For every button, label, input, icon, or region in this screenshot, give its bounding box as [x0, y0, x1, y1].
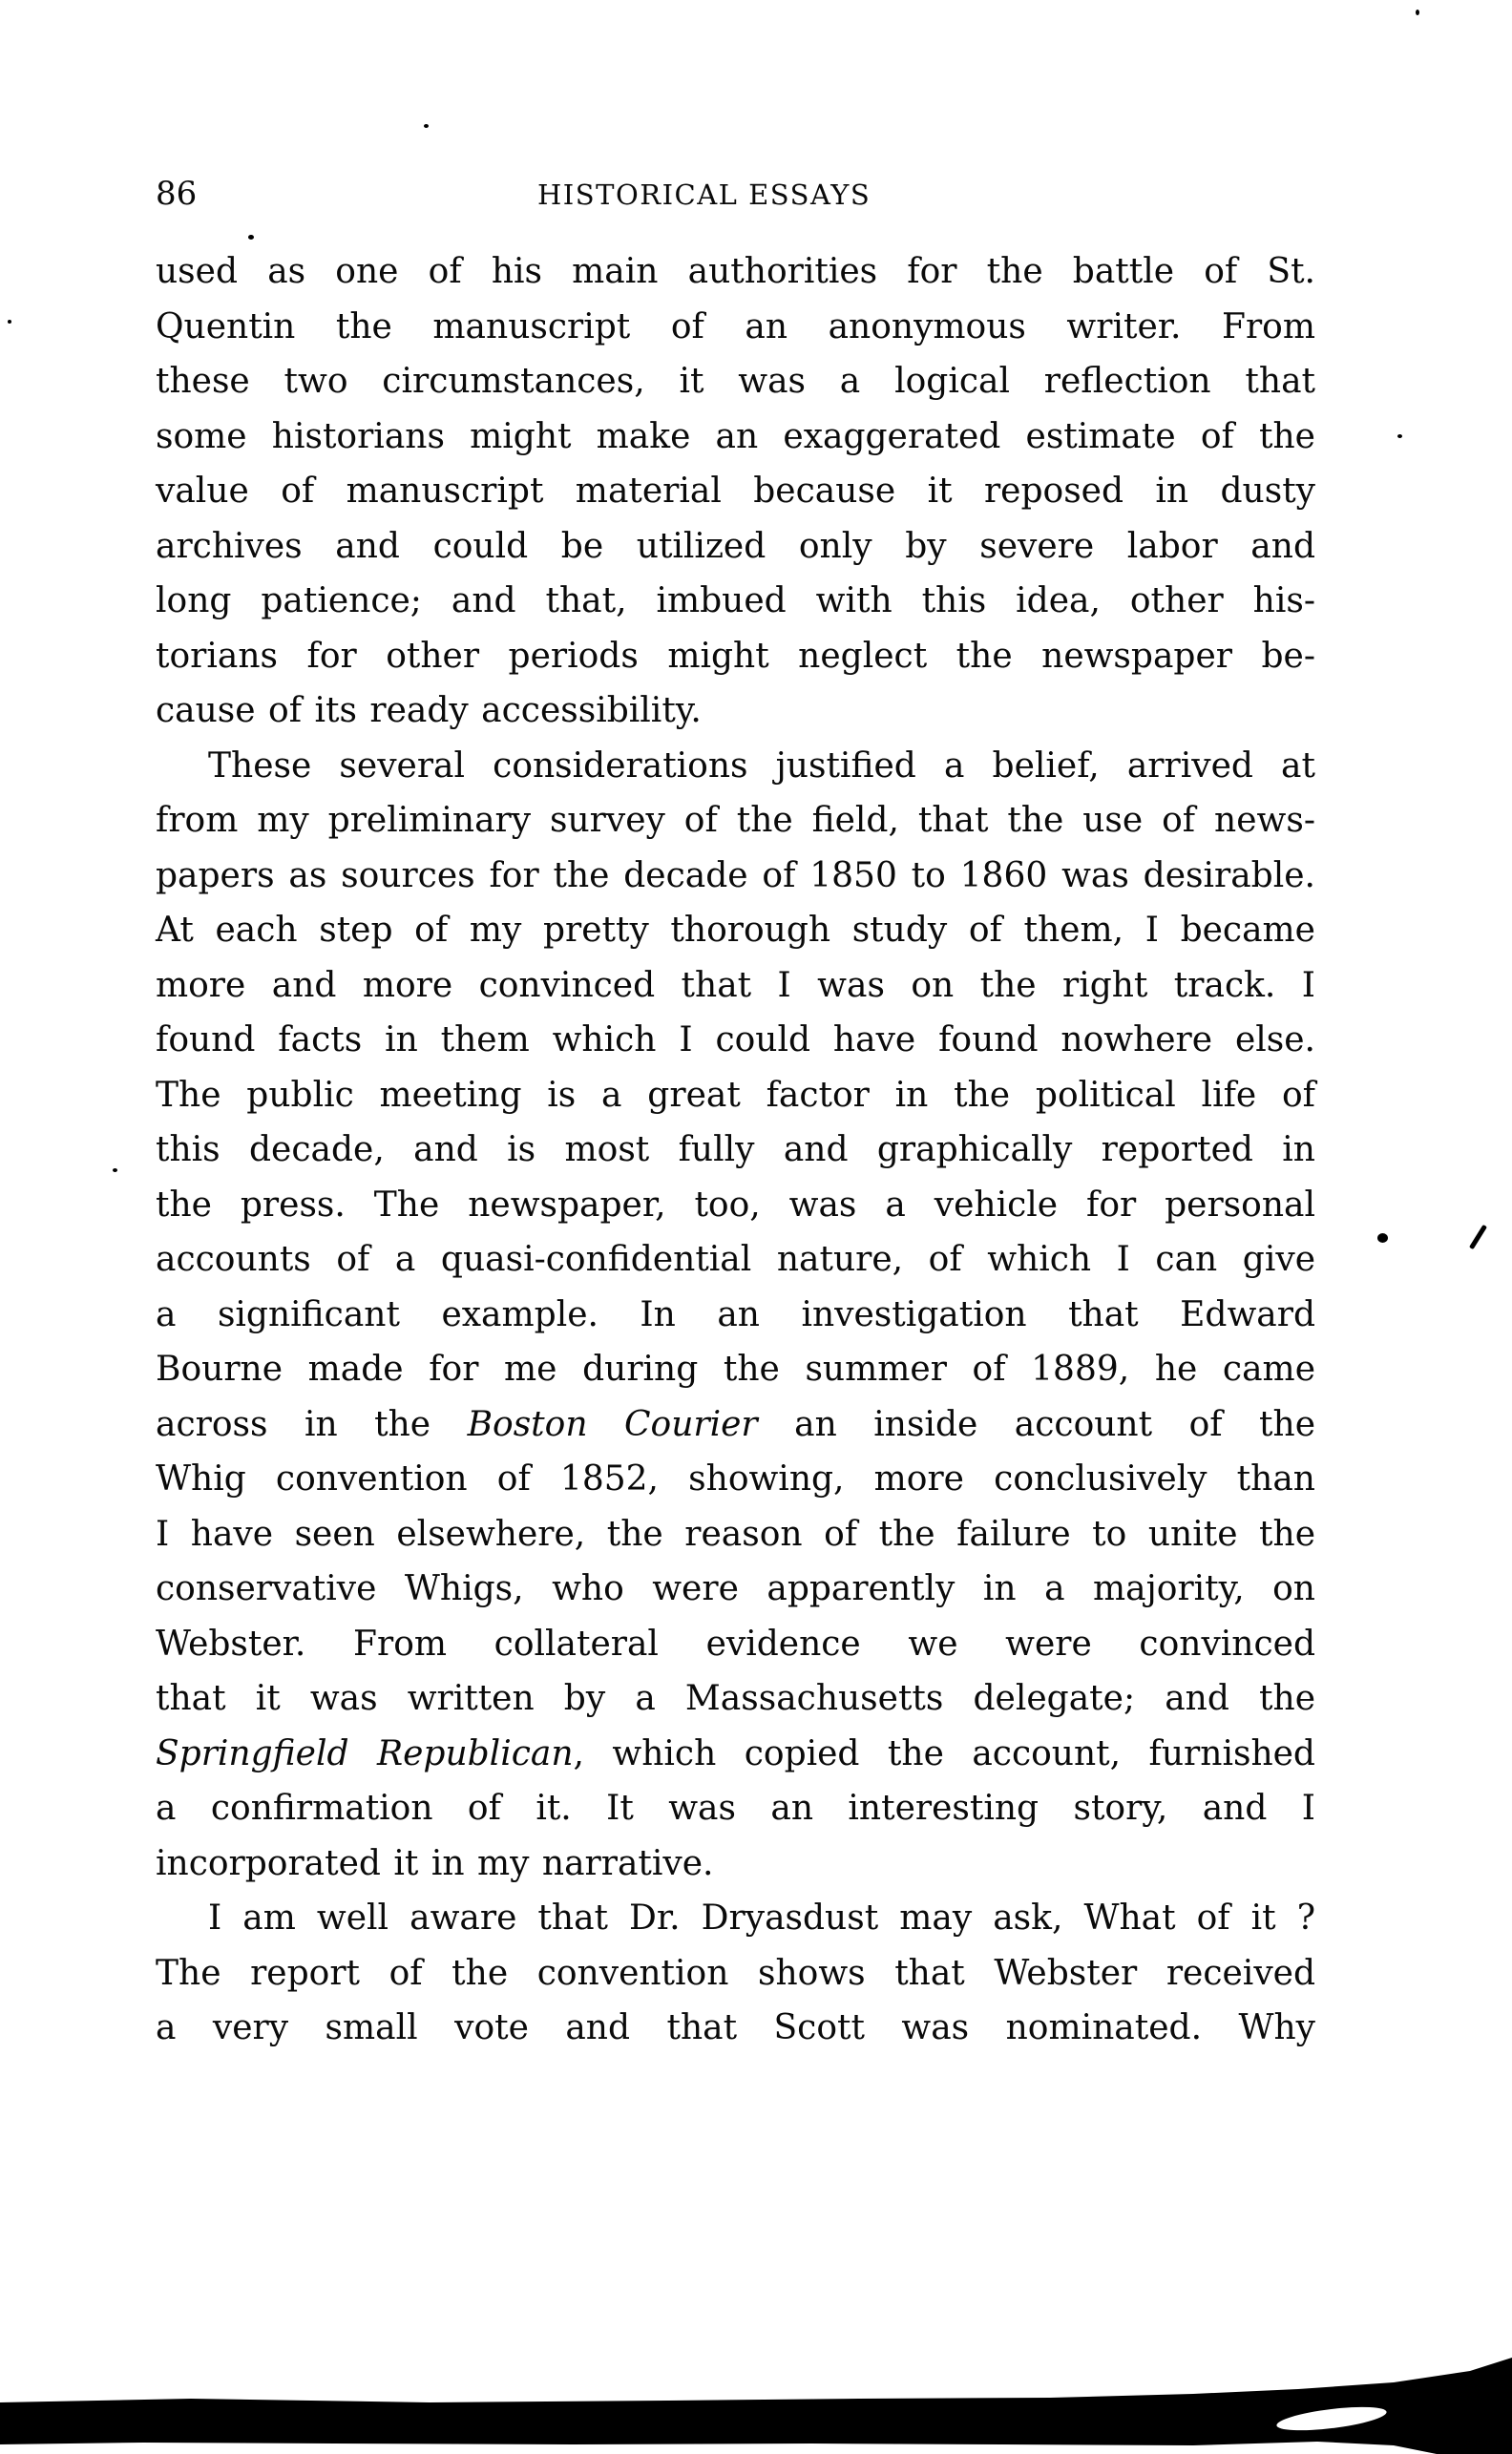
- text-line: [156, 1727, 1315, 1782]
- text-segment: I have seen elsewhere, the reason of the failure to unite the: [156, 1514, 1315, 1554]
- ink-speck: [424, 124, 429, 128]
- text-line: [156, 1288, 1315, 1343]
- text-segment: Webster. From collateral evidence we were convinced: [156, 1624, 1315, 1664]
- text-line: [156, 244, 1315, 300]
- text-line: [156, 574, 1315, 629]
- text-line: [156, 464, 1315, 519]
- text-segment: papers as sources for the decade of 1850 to 1860 was desirable.: [156, 855, 1315, 895]
- text-segment: , which copied the account, furnished: [573, 1733, 1315, 1773]
- text-segment: a significant example. In an investigation that Edward: [156, 1294, 1315, 1334]
- italic-text-segment: Boston Courier: [467, 1404, 758, 1444]
- text-line: [156, 2001, 1315, 2056]
- text-segment: a confirmation of it. It was an interesting story, and I: [156, 1789, 1315, 1828]
- text-segment: Quentin the manuscript of an anonymous writer. From: [156, 306, 1315, 346]
- italic-text-segment: Springfield Republican: [156, 1733, 574, 1773]
- text-line: [156, 1946, 1315, 2002]
- ink-speck: [248, 235, 254, 240]
- text-line: [156, 793, 1315, 849]
- page-number: 86: [156, 175, 198, 213]
- text-segment: At each step of my pretty thorough study of them, I became: [156, 911, 1315, 950]
- text-line: [156, 409, 1315, 465]
- text-line: [156, 519, 1315, 575]
- text-line: [156, 739, 1315, 794]
- text-line: [156, 1507, 1315, 1563]
- text-line: [156, 1122, 1315, 1178]
- text-line: [156, 300, 1315, 355]
- ink-speck: [1416, 10, 1419, 15]
- text-segment: The report of the convention shows that Webster received: [156, 1953, 1315, 1993]
- text-line: [156, 849, 1315, 904]
- ink-speck: [1397, 434, 1402, 438]
- text-segment: a very small vote and that Scott was nominated. Why: [156, 2008, 1315, 2047]
- text-line: [156, 1562, 1315, 1617]
- text-line: [156, 1781, 1315, 1836]
- ink-speck: [8, 320, 11, 324]
- text-segment: the press. The newspaper, too, was a vehicle for personal: [156, 1185, 1315, 1225]
- text-line: [156, 1178, 1315, 1233]
- text-segment: across in the: [156, 1404, 468, 1444]
- text-segment: incorporated it in my narrative.: [156, 1843, 714, 1883]
- text-line: [156, 1342, 1315, 1397]
- text-segment: from my preliminary survey of the field, that the use of news-: [156, 801, 1315, 840]
- text-line: [156, 354, 1315, 409]
- body-text: [156, 244, 1315, 2056]
- text-line: [156, 683, 1315, 739]
- text-segment: long patience; and that, imbued with this idea, other his-: [156, 581, 1315, 620]
- text-segment: found facts in them which I could have found nowhere else.: [156, 1020, 1315, 1059]
- text-segment: I am well aware that Dr. Dryasdust may ask, What of it ?: [208, 1898, 1315, 1938]
- text-segment: used as one of his main authorities for the battle of St.: [156, 252, 1315, 291]
- text-line: [156, 1671, 1315, 1727]
- text-segment: archives and could be utilized only by severe labor and: [156, 526, 1315, 566]
- text-line: [156, 903, 1315, 958]
- text-line: [156, 1397, 1315, 1453]
- text-segment: These several considerations justified a belief, arrived at: [208, 745, 1315, 786]
- text-segment: some historians might make an exaggerated estimate of the: [156, 416, 1315, 456]
- page-header: [156, 172, 1315, 216]
- text-segment: torians for other periods might neglect the newspaper be-: [156, 636, 1315, 676]
- text-line: [156, 1452, 1315, 1507]
- text-segment: accounts of a quasi-confidential nature, of which I can give: [156, 1240, 1315, 1279]
- text-segment: these two circumstances, it was a logical reflection that: [156, 362, 1315, 401]
- ink-speck: [1377, 1233, 1388, 1243]
- text-segment: value of manuscript material because it reposed in dusty: [156, 472, 1315, 511]
- text-line: [156, 1617, 1315, 1672]
- text-line: [156, 958, 1315, 1014]
- text-segment: an inside account of the: [757, 1404, 1316, 1444]
- running-title: HISTORICAL ESSAYS: [537, 178, 872, 211]
- text-line: [156, 1891, 1315, 1946]
- ink-slash-mark: [1469, 1225, 1487, 1249]
- text-segment: Whig convention of 1852, showing, more conclusively than: [156, 1459, 1315, 1499]
- text-segment: this decade, and is most fully and graphically reported in: [156, 1130, 1315, 1169]
- text-line: [156, 629, 1315, 684]
- text-segment: more and more convinced that I was on the right track. I: [156, 965, 1315, 1005]
- text-line: [156, 1232, 1315, 1288]
- text-line: [156, 1013, 1315, 1068]
- text-line: [156, 1068, 1315, 1123]
- text-segment: conservative Whigs, who were apparently in a majority, on: [156, 1569, 1315, 1608]
- text-segment: The public meeting is a great factor in the political life of: [156, 1075, 1315, 1115]
- text-line: [156, 1836, 1315, 1892]
- text-segment: cause of its ready accessibility.: [156, 691, 702, 730]
- text-segment: Bourne made for me during the summer of 1889, he came: [156, 1350, 1315, 1389]
- ink-speck: [113, 1168, 117, 1172]
- page-bottom-scan-artifact: [0, 2348, 1512, 2454]
- text-segment: that it was written by a Massachusetts delegate; and the: [156, 1679, 1315, 1718]
